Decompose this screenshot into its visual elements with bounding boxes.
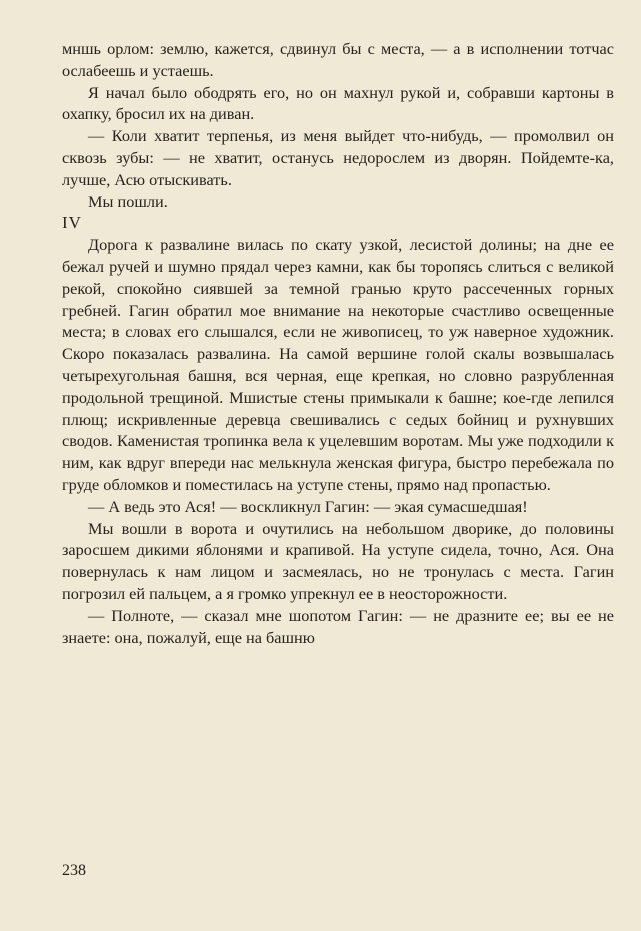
paragraph: Я начал было ободрять его, но он махнул рукой и, собравши картоны в охапку, бросил их на диван. bbox=[62, 82, 614, 124]
chapter-heading: IV bbox=[62, 213, 82, 233]
paragraph: Мы вошли в ворота и очутились на небольшом дворике, до половины заросшем дикими яблонями и крапивой. На уступе сидела, точно, Ася. Она повернулась к нам лицом и засмеялась, но не тронулась с места. Гагин погрозил ей пальцем, а я громко упрекнул ее в неосторожности. bbox=[62, 518, 614, 603]
paragraph: — А ведь это Ася! — воскликнул Гагин: — экая сумасшедшая! bbox=[88, 496, 528, 516]
paragraph: — Полноте, — сказал мне шопотом Гагин: — не дразните ее; вы ее не знаете: она, пожалуй, еще на башню bbox=[62, 605, 614, 647]
paragraph: Дорога к развалине вилась по скату узкой, лесистой долины; на дне ее бежал ручей и шумно прядал через камни, как бы торопясь слиться с великой рекой, спокойно сиявшей за темной гранью круто рассеченных горных гребней. Гагин обратил мое внимание на некоторые счастливо освещенные места; в словах его слышался, если не живописец, то уж наверное художник. Скоро показалась развалина. На самой вершине голой скалы возвышалась четырехугольная башня, вся черная, еще крепкая, но словно разрубленная продольной трещиной. Мшистые стены примыкали к башне; кое-где лепился плющ; искривленные деревца свешивались с седых бойниц и рухнувших сводов. Каменистая тропинка вела к уцелевшим воротам. Мы уже подходили к ним, как вдруг впереди нас мелькнула женская фигура, быстро перебежала по груде обломков и поместилась на уступе стены, прямо над пропастью. bbox=[62, 235, 614, 494]
paragraph: мншь орлом: землю, кажется, сдвинул бы с места, — а в исполнении тотчас ослабеешь и устаешь. bbox=[62, 39, 614, 80]
paragraph: Мы пошли. bbox=[88, 191, 168, 211]
page-number: 238 bbox=[62, 862, 86, 879]
book-page bbox=[62, 38, 614, 648]
paragraph: — Коли хватит терпенья, из меня выйдет что-нибудь, — промолвил он сквозь зубы: — не хватит, останусь недорослем из дворян. Пойдемте-ка, лучше, Асю отыскивать. bbox=[62, 126, 614, 189]
